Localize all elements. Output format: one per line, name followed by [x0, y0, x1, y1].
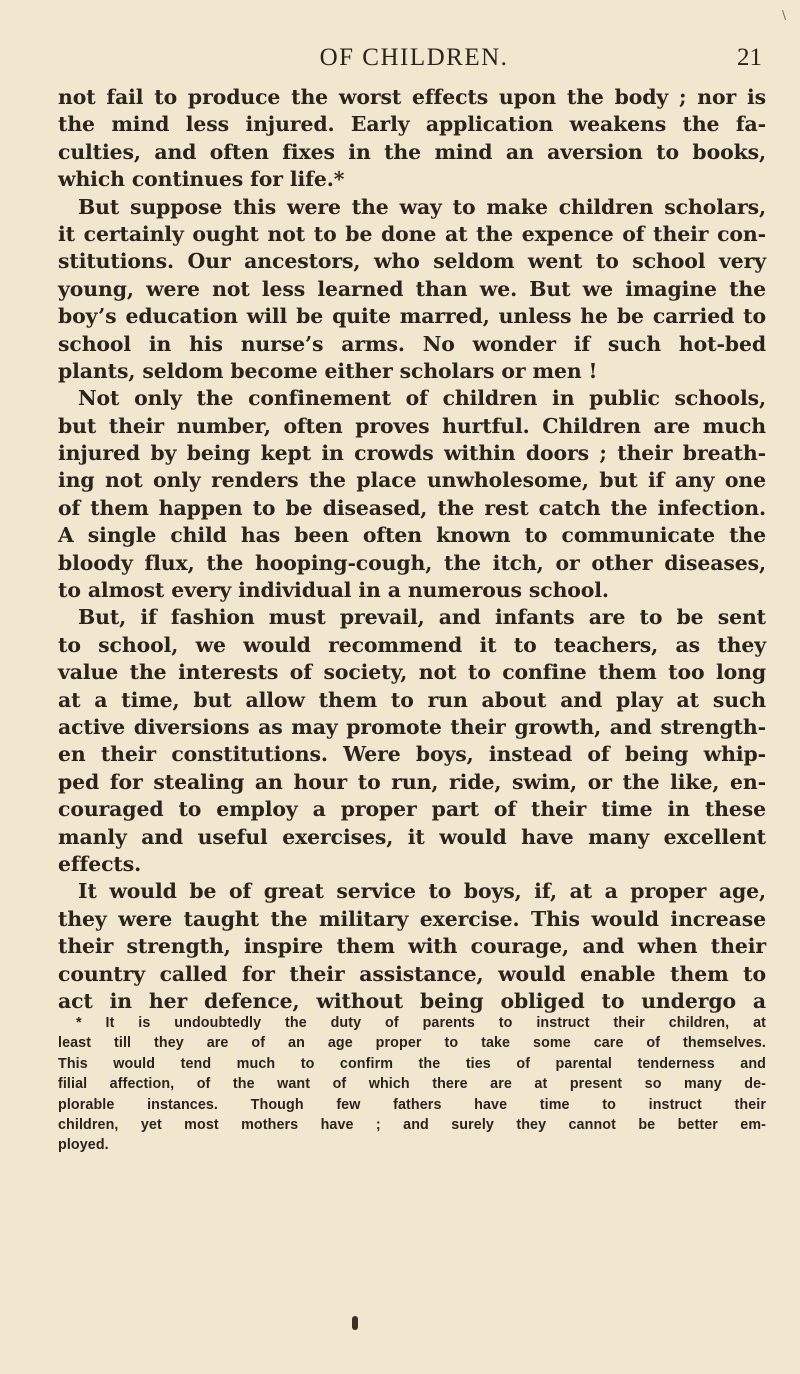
text-line: it certainly ought not to be done at the expence of their con-	[58, 221, 766, 246]
text-line: But, if fashion must prevail, and infants are to be sent	[78, 605, 766, 630]
footnote-line: This would tend much to confirm the ties of parental tenderness and	[58, 1055, 766, 1072]
text-line: couraged to employ a proper part of their time in these	[58, 797, 766, 822]
running-head	[58, 44, 770, 80]
text-line: act in her defence, without being obliged to undergo a	[58, 988, 766, 1013]
text-line: injured by being kept in crowds within doors ; their breath-	[58, 441, 766, 466]
running-title: OF CHILDREN.	[319, 44, 509, 71]
footnote-line: plorable instances. Though few fathers have time to instruct their	[58, 1096, 766, 1113]
text-line: en their constitutions. Were boys, instead of being whip-	[58, 742, 766, 767]
text-line: manly and useful exercises, it would have many excellent	[58, 824, 766, 849]
text-line: A single child has been often known to communicate the	[58, 523, 766, 548]
text-line: of them happen to be diseased, the rest catch the infection.	[58, 495, 766, 520]
text-line: active diversions as may promote their growth, and strength-	[58, 714, 766, 739]
text-line: which continues for life.*	[58, 167, 345, 192]
text-line: at a time, but allow them to run about and play at such	[58, 687, 766, 712]
text-line: stitutions. Our ancestors, who seldom went to school very	[58, 249, 766, 274]
text-line: the mind less injured. Early application weakens the fa-	[58, 112, 766, 137]
text-line: school in his nurse’s arms. No wonder if such hot-bed	[58, 331, 766, 356]
footnote	[58, 1013, 766, 1156]
text-line: bloody flux, the hooping-cough, the itch, or other diseases,	[58, 550, 766, 575]
text-line: their strength, inspire them with courage, and when their	[58, 934, 766, 959]
footnote-line: filial affection, of the want of which there are at present so many de-	[58, 1076, 766, 1093]
footnote-line: children, yet most mothers have ; and surely they cannot be better em-	[58, 1116, 766, 1133]
ink-speck	[352, 1316, 358, 1330]
text-line: culties, and often fixes in the mind an aversion to books,	[58, 139, 766, 164]
text-line: effects.	[58, 851, 142, 876]
footnote-line: * It is undoubtedly the duty of parents to instruct their children, at	[76, 1015, 766, 1031]
text-line: country called for their assistance, would enable them to	[58, 961, 766, 986]
text-line: But suppose this were the way to make children scholars,	[78, 194, 766, 219]
footnote-line: ployed.	[58, 1137, 109, 1154]
text-line: they were taught the military exercise. This would increase	[58, 906, 766, 931]
text-line: to school, we would recommend it to teachers, as they	[58, 632, 766, 657]
text-line: It would be of great service to boys, if, at a proper age,	[78, 879, 766, 904]
text-line: value the interests of society, not to confine them too long	[58, 660, 766, 685]
corner-mark: \	[781, 8, 786, 22]
text-line: ped for stealing an hour to run, ride, swim, or the like, en-	[58, 769, 766, 794]
text-line: boy’s education will be quite marred, unless he be carried to	[58, 304, 766, 329]
page-number: 21	[737, 44, 762, 71]
text-line: plants, seldom become either scholars or men !	[58, 358, 598, 383]
footnote-line: least till they are of an age proper to take some care of themselves.	[58, 1035, 766, 1052]
text-line: ing not only renders the place unwholesome, but if any one	[58, 468, 766, 493]
text-line: Not only the confinement of children in public schools,	[78, 386, 766, 411]
body-text	[58, 84, 766, 1015]
text-line: not fail to produce the worst effects upon the body ; nor is	[58, 85, 766, 109]
text-line: but their number, often proves hurtful. Children are much	[58, 413, 766, 438]
text-line: young, were not less learned than we. But we imagine the	[58, 276, 766, 301]
text-line: to almost every individual in a numerous school.	[58, 578, 609, 603]
